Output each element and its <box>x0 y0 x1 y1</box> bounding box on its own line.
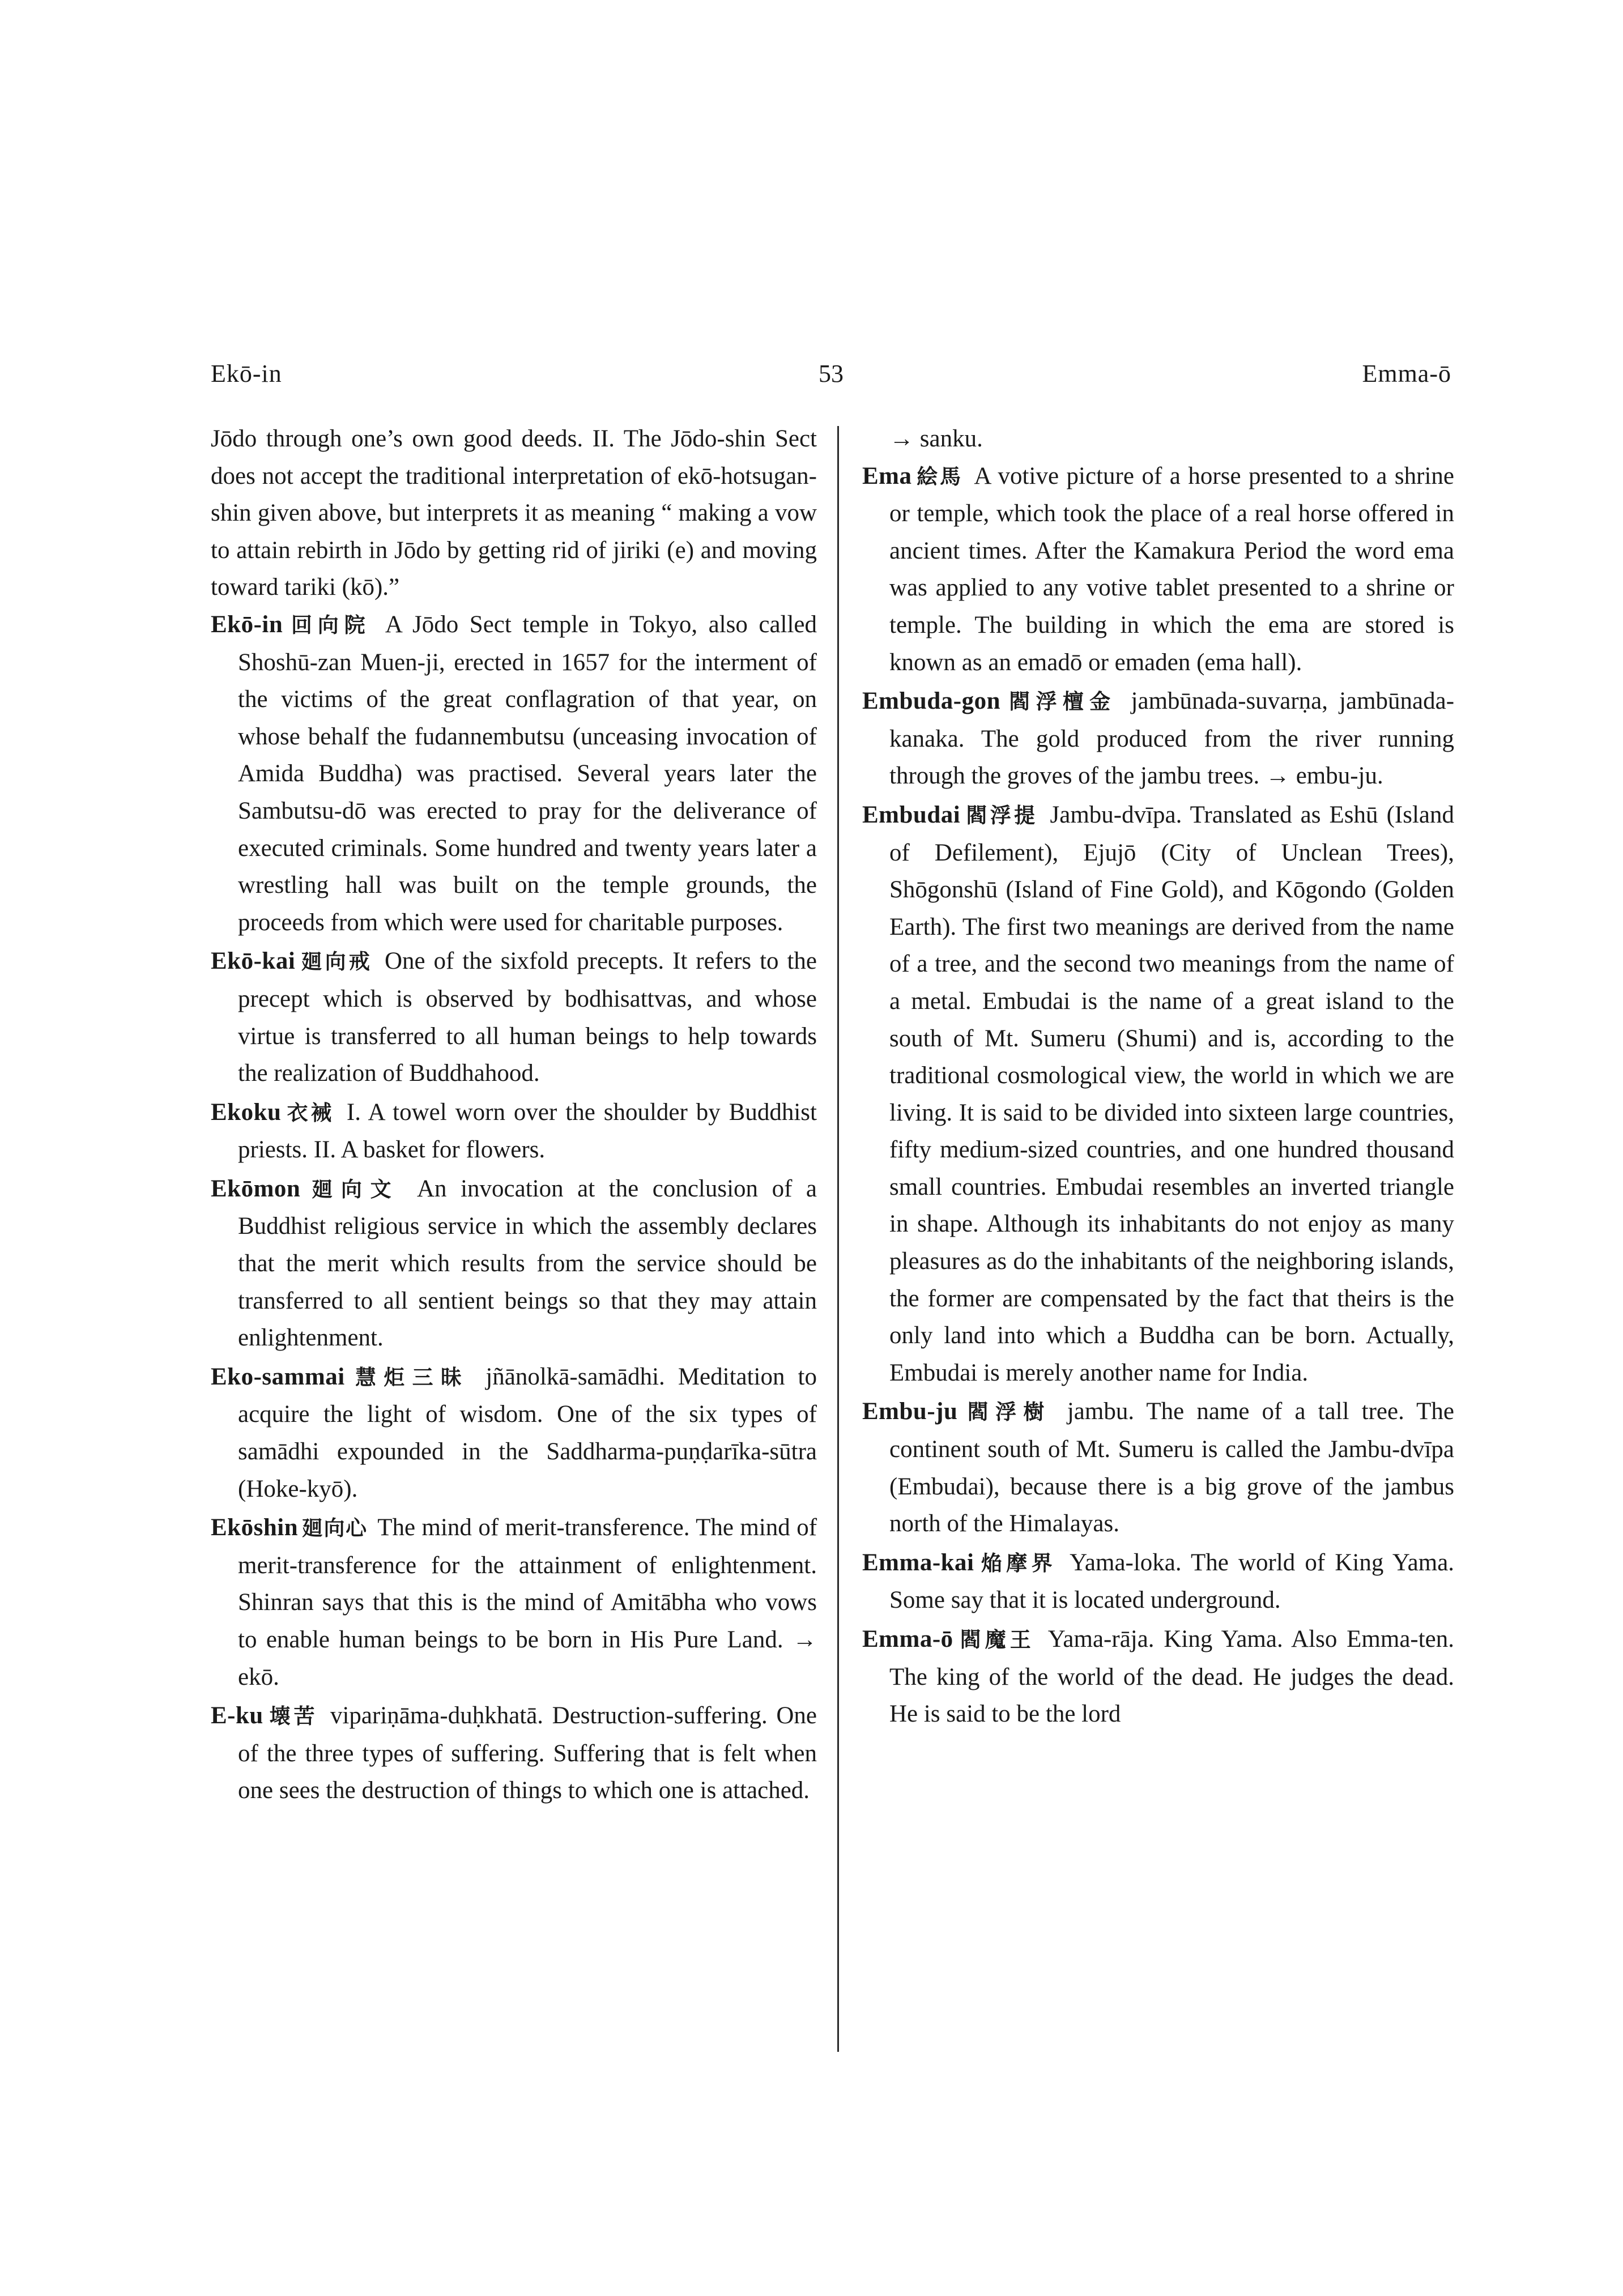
running-head <box>211 354 1451 394</box>
headword: Ekō-kai <box>211 948 296 975</box>
left-column <box>211 420 817 1811</box>
entry-ekoshin <box>211 1509 817 1696</box>
page-number: 53 <box>819 360 844 387</box>
entry-eko-kai <box>211 943 817 1092</box>
headword: E-ku <box>211 1702 263 1730</box>
headword: Emma-ō <box>862 1626 953 1652</box>
entry-e-ku <box>211 1697 817 1809</box>
headword: Emma-kai <box>862 1549 974 1576</box>
headword: Embu-ju <box>862 1398 958 1425</box>
guide-word-right: Emma-ō <box>1362 360 1451 387</box>
entry-eko-in <box>211 606 817 941</box>
definition: One of the sixfold precepts. It refers to the precept which is observed by bodhisattvas, and whose virtue is transferred to all human beings to help towards the realization of Buddhahood. <box>238 948 817 1087</box>
headword: Embudai <box>862 801 961 828</box>
headword: Ema <box>862 462 912 489</box>
definition: Jambu-dvīpa. Translated as Eshū (Island of Defilement), Ejujō (City of Unclean Trees), Shōgonshū (Island of Fine Gold), and Kōgondo (Golden Earth). The first two meanings are derived from the name of a tree, and the second two meanings from the name of a metal. Embudai is the name of a great island to the south of Mt. Sumeru (Shumi) and is, according to the traditional cosmological view, the world in which we are living. It is said to be divided into sixteen large countries, fifty medium-sized countries, and one hundred thousand small countries. Embudai resembles an inverted triangle in shape. Although its inhabitants do not enjoy as many pleasures as do the inhabitants of the neighboring islands, the former are compensated by the fact that theirs is the only land into which a Buddha can be born. Actually, Embudai is merely another name for India. <box>889 801 1455 1386</box>
kanji: 廻向文 <box>304 1177 400 1202</box>
headword: Ekōshin <box>211 1514 299 1541</box>
kanji: 回向院 <box>286 612 371 637</box>
column-divider <box>837 426 839 2052</box>
headword: Ekoku <box>211 1098 282 1126</box>
kanji: 衣裓 <box>284 1100 335 1125</box>
entry-ema <box>862 458 1454 681</box>
entry-ekomon <box>211 1170 817 1357</box>
kanji: 慧炬三昧 <box>348 1365 470 1390</box>
entry-embu-ju <box>862 1393 1454 1542</box>
definition: An invocation at the conclusion of a Buddhist religious service in which the assembly declares that the merit which results from the service should be transferred to all sentient beings so that they may attain enlightenment. <box>238 1175 817 1352</box>
kanji: 壊苦 <box>266 1704 318 1729</box>
entry-ekoku <box>211 1094 817 1169</box>
headword: Ekō-in <box>211 611 283 638</box>
headword: Ekōmon <box>211 1175 301 1202</box>
kanji: 廻向心 <box>301 1516 368 1541</box>
definition: A Jōdo Sect temple in Tokyo, also called Shoshū-zan Muen-ji, erected in 1657 for the interment of the victims of the great conflagration of that year, on whose behalf the fudannembutsu (unceasing invocation of Amida Buddha) was practised. Several years later the Sambutsu-dō was erected to pray for the deliverance of executed criminals. Some hundred and twenty years later a wrestling hall was built on the temple grounds, the proceeds from which were used for charitable purposes. <box>238 611 817 936</box>
definition: jñānolkā-samādhi. Meditation to acquire the light of wisdom. One of the six types of samādhi expounded in the Saddharma-puṇḍarīka-sūtra (Hoke-kyō). <box>238 1363 817 1502</box>
kanji: 焔摩界 <box>977 1550 1057 1575</box>
entry-emma-o <box>862 1621 1454 1733</box>
definition: jambu. The name of a tall tree. The continent south of Mt. Sumeru is called the Jambu-dvīpa (Embudai), because there is a big grove of the jambus north of the Himalayas. <box>889 1398 1455 1537</box>
definition: I. A towel worn over the shoulder by Buddhist priests. II. A basket for flowers. <box>238 1098 817 1164</box>
kanji: 閻浮樹 <box>961 1400 1051 1425</box>
headword: Eko-sammai <box>211 1363 345 1390</box>
continuation-text: Jōdo through one’s own good deeds. II. The Jōdo-shin Sect does not accept the traditional interpretation of ekō-hotsugan-shin given above, but interprets it as meaning “ making a vow to attain rebirth in Jōdo by getting rid of jiriki (e) and moving toward tariki (kō).” <box>211 425 817 601</box>
definition: A votive picture of a horse presented to a shrine or temple, which took the place of a real horse offered in ancient times. After the Kamakura Period the word ema was applied to any votive tablet presented to a shrine or temple. The building in which the ema are stored is known as an emadō or emaden (ema hall). <box>889 462 1455 676</box>
kanji: 閻浮檀金 <box>1003 689 1117 714</box>
right-column <box>862 420 1454 1735</box>
continuation-text: → sanku. <box>889 425 983 452</box>
entry-embuda-gon <box>862 683 1454 795</box>
headword: Embuda-gon <box>862 688 1000 715</box>
definition: The mind of merit-transference. The mind of merit-transference for the attainment of enlightenment. Shinran says that this is the mind of Amitābha who vows to enable human beings to be born in His Pure Land. → ekō. <box>238 1514 817 1690</box>
definition: vipariṇāma-duḥkhatā. Destruction-suffering. One of the three types of suffering. Suffering that is felt when one sees the destruction of things to which one is attached. <box>238 1702 817 1804</box>
guide-word-left: Ekō-in <box>211 360 282 387</box>
kanji: 閻魔王 <box>956 1628 1035 1652</box>
entry-emma-kai <box>862 1544 1454 1619</box>
entry-eko-sammai <box>211 1358 817 1507</box>
kanji: 閻浮提 <box>964 803 1038 828</box>
definition: Yama-rāja. King Yama. Also Emma-ten. The king of the world of the dead. He judges the dead. He is said to be the lord <box>889 1626 1455 1728</box>
definition: Yama-loka. The world of King Yama. Some say that it is located underground. <box>889 1549 1455 1614</box>
definition: jambūnada-suvarṇa, jambūnada-kanaka. The gold produced from the river running through the groves of the jambu trees. → embu-ju. <box>889 688 1455 790</box>
entry-embudai <box>862 796 1454 1392</box>
kanji: 廻向戒 <box>299 949 373 974</box>
kanji: 絵馬 <box>915 464 963 489</box>
